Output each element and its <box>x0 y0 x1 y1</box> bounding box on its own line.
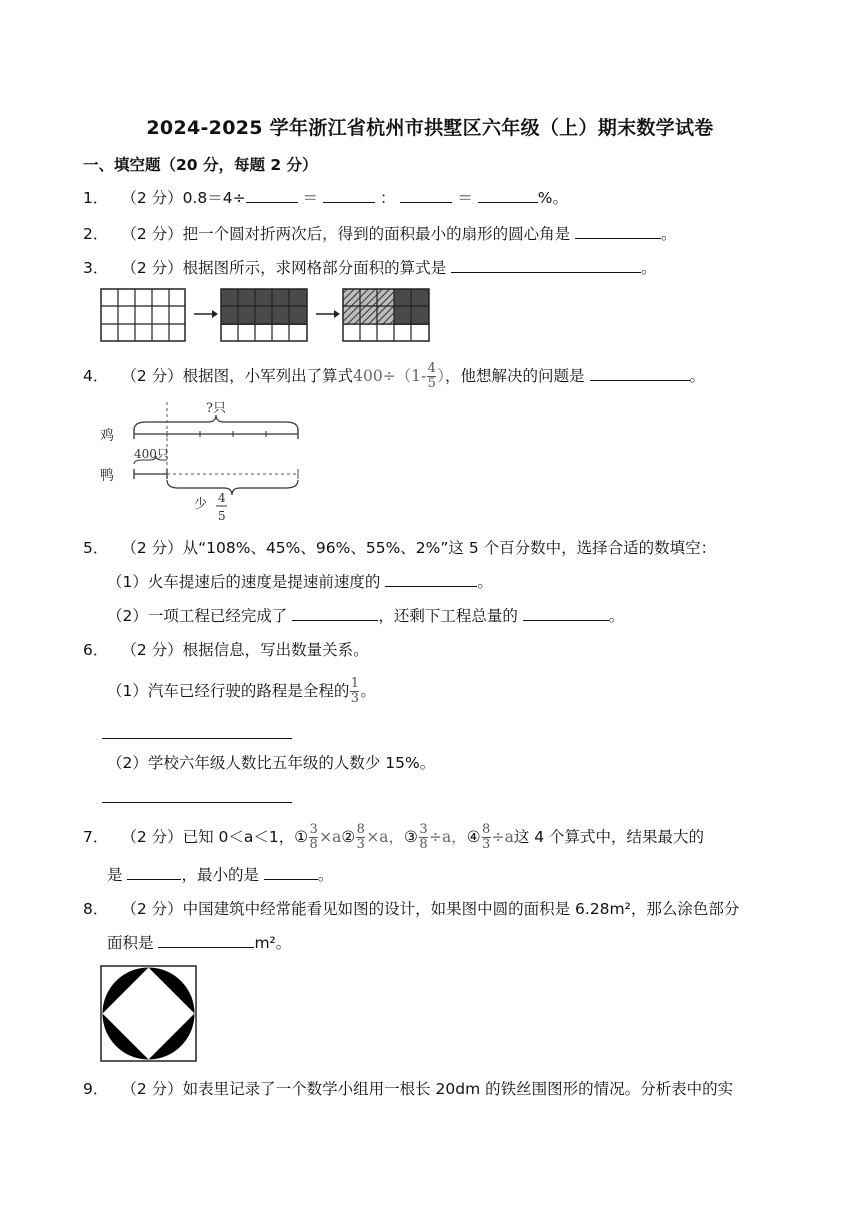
choice-marker: ① <box>294 828 309 846</box>
equals-sign: ＝ <box>302 189 319 207</box>
question-5-part-2 <box>107 605 624 627</box>
question-text: （2 分）根据图所示，求网格部分面积的算式是 <box>121 259 447 277</box>
question-4 <box>83 363 705 390</box>
operator: ÷a， <box>428 828 467 846</box>
question-6-part-1 <box>107 678 376 705</box>
brace-less <box>167 480 298 495</box>
fraction-numerator: 4 <box>218 491 226 505</box>
question-6-part-2 <box>107 752 435 774</box>
answer-blank[interactable] <box>451 258 641 273</box>
fraction: $\frac{4}{5}$ <box>427 361 436 391</box>
label-chicken: 鸡 <box>100 428 114 444</box>
answer-blank[interactable] <box>127 865 181 880</box>
question-text: （2 分）根据信息，写出数量关系。 <box>121 641 369 659</box>
grid-figure <box>100 288 432 344</box>
sub-question-text: ，还剩下工程总量的 <box>378 607 518 625</box>
punctuation: 。 <box>477 573 493 591</box>
fraction: $\frac{8}{3}$ <box>356 822 365 852</box>
label-known: 400只 <box>134 447 169 461</box>
operator: ×a <box>319 828 342 846</box>
fraction-denominator: 5 <box>218 509 226 523</box>
question-text: （2 分）根据图，小军列出了算式 <box>121 367 354 385</box>
answer-blank[interactable] <box>292 606 378 621</box>
answer-blank[interactable] <box>590 366 690 381</box>
question-7-line-2 <box>107 864 333 886</box>
question-text: 是 <box>107 866 123 884</box>
question-number: 6． <box>83 641 109 659</box>
answer-blank[interactable] <box>264 865 318 880</box>
q1-text: 0.8＝4÷ <box>182 189 246 207</box>
question-number: 3． <box>83 259 109 277</box>
formula-close: ） <box>437 367 446 385</box>
answer-blank[interactable] <box>323 188 375 203</box>
grid-shaded <box>221 289 307 341</box>
question-text: ，最小的是 <box>181 866 259 884</box>
question-number: 9． <box>83 1080 109 1098</box>
question-number: 7． <box>83 828 109 846</box>
answer-blank[interactable] <box>385 572 477 587</box>
answer-blank[interactable] <box>158 933 254 948</box>
question-3 <box>83 257 657 279</box>
choice-marker: ④ <box>466 828 481 846</box>
circle-square-figure <box>100 965 197 1062</box>
punctuation: 。 <box>661 225 677 243</box>
question-number: 1． <box>83 189 109 207</box>
sub-question-text: （2）一项工程已经完成了 <box>107 607 288 625</box>
answer-blank[interactable] <box>575 224 661 239</box>
brace-chicken <box>134 415 298 430</box>
question-text: 面积是 <box>107 934 154 952</box>
punctuation: 。 <box>641 259 657 277</box>
question-text: （2 分）已知 0＜a＜1， <box>121 828 295 846</box>
page-title: 2024-2025 学年浙江省杭州市拱墅区六年级（上）期末数学试卷 <box>146 117 714 139</box>
question-1 <box>83 187 568 209</box>
question-text: （2 分）把一个圆对折两次后，得到的面积最小的扇形的圆心角是 <box>121 225 571 243</box>
question-text: （2 分）从“108%、45%、96%、55%、2%”这 5 个百分数中，选择合适的数填空： <box>121 539 717 557</box>
fraction: $\frac{3}{8}$ <box>309 822 318 852</box>
label-unknown: ?只 <box>206 401 226 416</box>
question-number: 2． <box>83 225 109 243</box>
question-number: 4． <box>83 367 109 385</box>
answer-blank[interactable] <box>400 188 452 203</box>
question-number: 5． <box>83 539 109 557</box>
question-7 <box>83 824 704 851</box>
question-8-line-2 <box>107 932 291 954</box>
percent-sign: %。 <box>537 189 569 207</box>
question-5-part-1 <box>107 571 493 593</box>
chicken-duck-diagram <box>98 396 310 524</box>
sub-question-text: （1）火车提速后的速度是提速前速度的 <box>107 573 381 591</box>
equals-sign: ＝ <box>457 189 473 207</box>
choice-marker: ③ <box>404 828 418 846</box>
unit: m²。 <box>254 934 292 952</box>
question-8 <box>83 898 739 920</box>
question-text: （2 分）中国建筑中经常能看见如图的设计，如果图中圆的面积是 6.28m²，那么涂色部分 <box>121 900 740 918</box>
answer-blank[interactable] <box>246 188 298 203</box>
answer-blank[interactable] <box>523 606 609 621</box>
question-text: ，他想解决的问题是 <box>445 367 585 385</box>
operator: ×a， <box>366 828 405 846</box>
question-number: 8． <box>83 900 109 918</box>
answer-line[interactable] <box>102 738 292 739</box>
question-6 <box>83 639 369 661</box>
formula: 400÷（1- <box>353 367 427 385</box>
section-heading: 一、填空题（20 分，每题 2 分） <box>83 156 318 174</box>
sub-question-text: （1）汽车已经行驶的路程是全程的 <box>107 682 350 700</box>
colon-sign: ： <box>379 189 396 207</box>
grid-hatched <box>343 289 429 341</box>
operator: ÷a <box>491 828 514 846</box>
punctuation: 。 <box>608 607 625 625</box>
sub-question-text: （2）学校六年级人数比五年级的人数少 15%。 <box>107 754 436 772</box>
label-less: 少 <box>194 497 208 512</box>
punctuation: 。 <box>317 866 334 884</box>
arrow-icon <box>194 310 218 318</box>
fraction: $\frac{3}{8}$ <box>419 822 428 852</box>
grid-blank <box>101 289 185 341</box>
answer-blank[interactable] <box>478 188 538 203</box>
score: （2 分） <box>121 189 183 207</box>
label-duck: 鸭 <box>100 468 114 484</box>
punctuation: 。 <box>360 682 376 700</box>
question-text: 这 4 个算式中，结果最大的 <box>513 828 705 846</box>
answer-line[interactable] <box>102 802 292 803</box>
question-2 <box>83 223 677 245</box>
arrow-icon <box>316 310 340 318</box>
question-5 <box>83 537 716 559</box>
question-9 <box>83 1078 733 1100</box>
fraction: $\frac{1}{3}$ <box>350 676 360 706</box>
choice-marker: ② <box>341 828 356 846</box>
fraction: $\frac{8}{3}$ <box>481 822 491 852</box>
question-text: （2 分）如表里记录了一个数学小组用一根长 20dm 的铁丝围图形的情况。分析表中的实 <box>121 1080 734 1098</box>
punctuation: 。 <box>689 367 706 385</box>
